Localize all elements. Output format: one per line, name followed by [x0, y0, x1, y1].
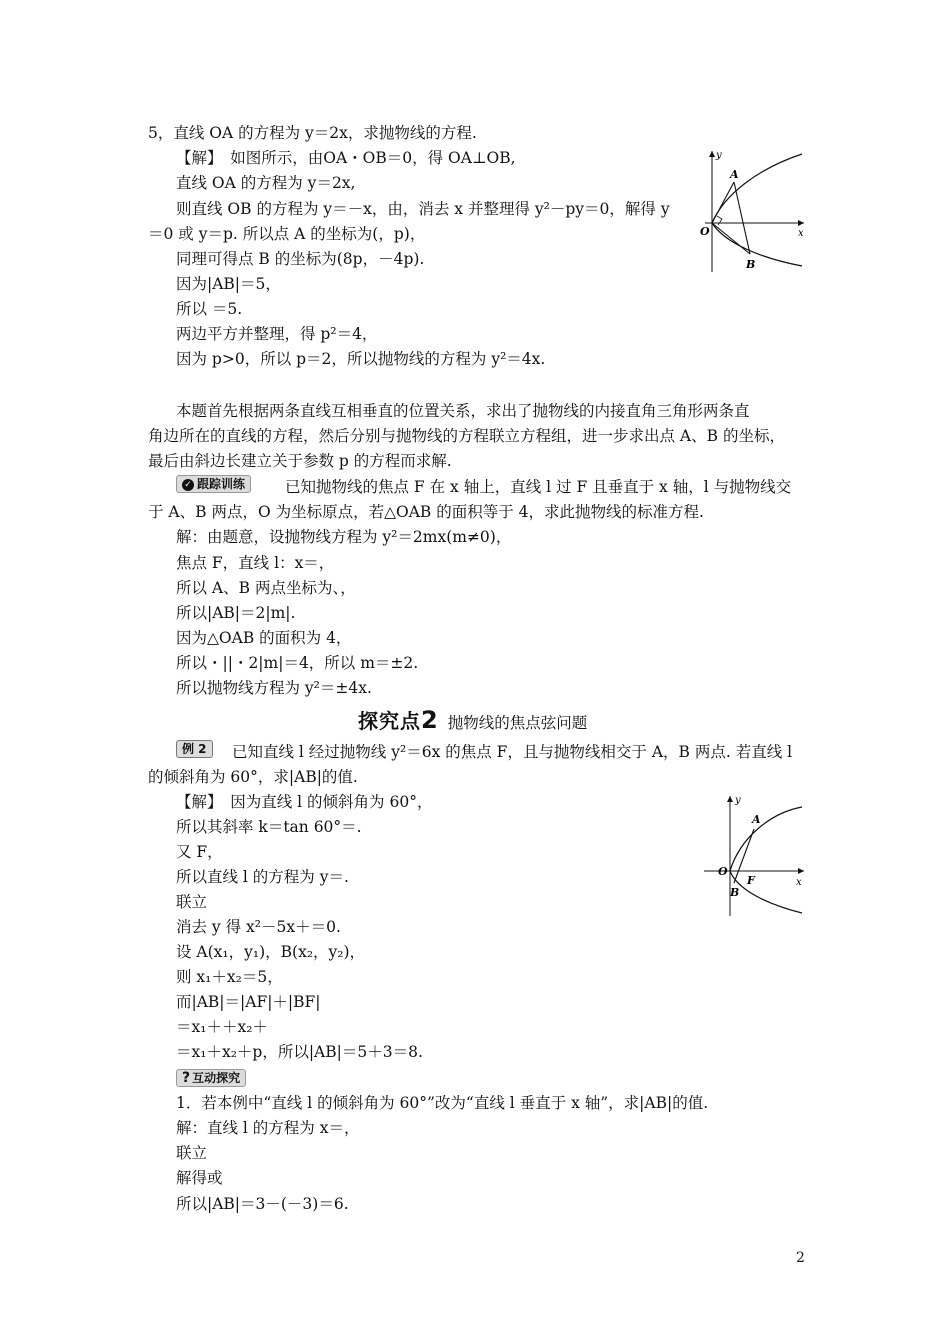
example-solution: 消去 y 得 x²－5x＋＝0.: [176, 918, 341, 936]
origin-label: O: [718, 865, 728, 878]
interact-badge: ? 互动探究: [176, 1069, 246, 1087]
example-solution: 所以其斜率 k＝tan 60°＝.: [176, 818, 362, 836]
interact-solution: 联立: [176, 1144, 208, 1162]
remark-line: 角边所在的直线的方程，然后分别与抛物线的方程联立方程组，进一步求出点 A、B 的坐标，: [148, 427, 785, 445]
parabola-figure-2: [700, 793, 810, 918]
example-badge: 例 2: [176, 740, 213, 758]
example-solution: ＝x₁＋x₂＋p，所以|AB|＝5＋3＝8.: [176, 1043, 423, 1061]
example-solution: 又 F，: [176, 843, 223, 861]
tracking-solution: 焦点 F，直线 l：x＝，: [176, 554, 335, 572]
question-mark-icon: ?: [182, 1070, 191, 1086]
solution-line: 【解】 如图所示，由OA・OB＝0，得 OA⊥OB,: [176, 149, 516, 167]
section-label: 探究点: [358, 709, 421, 733]
interact-solution: 解：直线 l 的方程为 x＝，: [176, 1119, 360, 1137]
point-label-a: A: [730, 168, 739, 181]
section-heading: [358, 705, 587, 734]
origin-label: O: [700, 225, 710, 238]
tracking-solution: 所以抛物线方程为 y²＝±4x.: [176, 679, 372, 697]
tracking-solution: 所以・||・2|m|＝4，所以 m＝±2.: [176, 654, 419, 672]
tracking-solution: 所以 A、B 两点坐标为、，: [176, 579, 356, 597]
interact-question: 1．若本例中“直线 l 的倾斜角为 60°”改为“直线 l 垂直于 x 轴”，求|AB|的值.: [176, 1094, 709, 1112]
remark-line: 最后由斜边长建立关于参数 p 的方程而求解.: [148, 452, 452, 470]
interact-solution: 解得或: [176, 1169, 223, 1187]
section-subtitle: 抛物线的焦点弦问题: [447, 714, 588, 732]
solution-line: 因为 p>0，所以 p＝2，所以抛物线的方程为 y²＝4x.: [176, 350, 546, 368]
problem-statement-end: 5，直线 OA 的方程为 y＝2x，求抛物线的方程.: [148, 124, 477, 142]
point-label-b: B: [730, 886, 740, 899]
check-icon: ✓: [182, 479, 194, 491]
parabola-figure-1: [700, 148, 810, 273]
solution-line: 所以 ＝5.: [176, 300, 243, 318]
page-number: 2: [796, 1250, 805, 1266]
axis-label-y: y: [735, 795, 741, 806]
tracking-solution: 所以|AB|＝2|m|.: [176, 604, 296, 622]
example-solution: 则 x₁＋x₂＝5，: [176, 968, 283, 986]
example-solution: 而|AB|＝|AF|＋|BF|: [176, 993, 321, 1011]
point-label-a: A: [752, 813, 761, 826]
solution-line: 因为|AB|＝5，: [176, 275, 281, 293]
example-solution: 联立: [176, 893, 208, 911]
tracking-solution: 解：由题意，设抛物线方程为 y²＝2mx(m≠0)，: [176, 528, 512, 546]
solution-line: 直线 OA 的方程为 y＝2x,: [176, 174, 356, 192]
solution-line: ＝0 或 y＝p. 所以点 A 的坐标为(，p)，: [148, 225, 426, 243]
axis-label-x: x: [796, 877, 802, 888]
example-question: 的倾斜角为 60°，求|AB|的值.: [148, 768, 358, 786]
tracking-question: 已知抛物线的焦点 F 在 x 轴上，直线 l 过 F 且垂直于 x 轴，l 与抛物线交: [285, 478, 792, 496]
example-solution: 所以直线 l 的方程为 y＝.: [176, 868, 349, 886]
axis-label-x: x: [798, 228, 804, 239]
example-solution: 设 A(x₁，y₁)，B(x₂，y₂)，: [176, 943, 366, 961]
interact-solution: 所以|AB|＝3－(－3)＝6.: [176, 1195, 349, 1213]
tracking-badge: ✓ 跟踪训练: [176, 475, 251, 493]
point-label-b: B: [746, 258, 756, 271]
focus-label: F: [747, 874, 755, 887]
example-solution: 【解】 因为直线 l 的倾斜角为 60°，: [176, 793, 433, 811]
section-number: 2: [421, 706, 438, 734]
solution-line: 两边平方并整理，得 p²＝4，: [176, 325, 378, 343]
example-solution: ＝x₁＋＋x₂＋: [176, 1018, 268, 1036]
example-question: 已知直线 l 经过抛物线 y²＝6x 的焦点 F，且与抛物线相交于 A，B 两点. 若直线 l: [232, 743, 793, 761]
axis-label-y: y: [716, 150, 722, 161]
solution-line: 则直线 OB 的方程为 y＝－x，由，消去 x 并整理得 y²－py＝0，解得 y: [176, 200, 670, 218]
solution-line: 同理可得点 B 的坐标为(8p，－4p).: [176, 250, 425, 268]
remark-line: 本题首先根据两条直线互相垂直的位置关系，求出了抛物线的内接直角三角形两条直: [176, 402, 750, 420]
tracking-solution: 因为△OAB 的面积为 4，: [176, 629, 352, 647]
tracking-question: 于 A、B 两点，O 为坐标原点，若△OAB 的面积等于 4，求此抛物线的标准方程.: [148, 503, 704, 521]
